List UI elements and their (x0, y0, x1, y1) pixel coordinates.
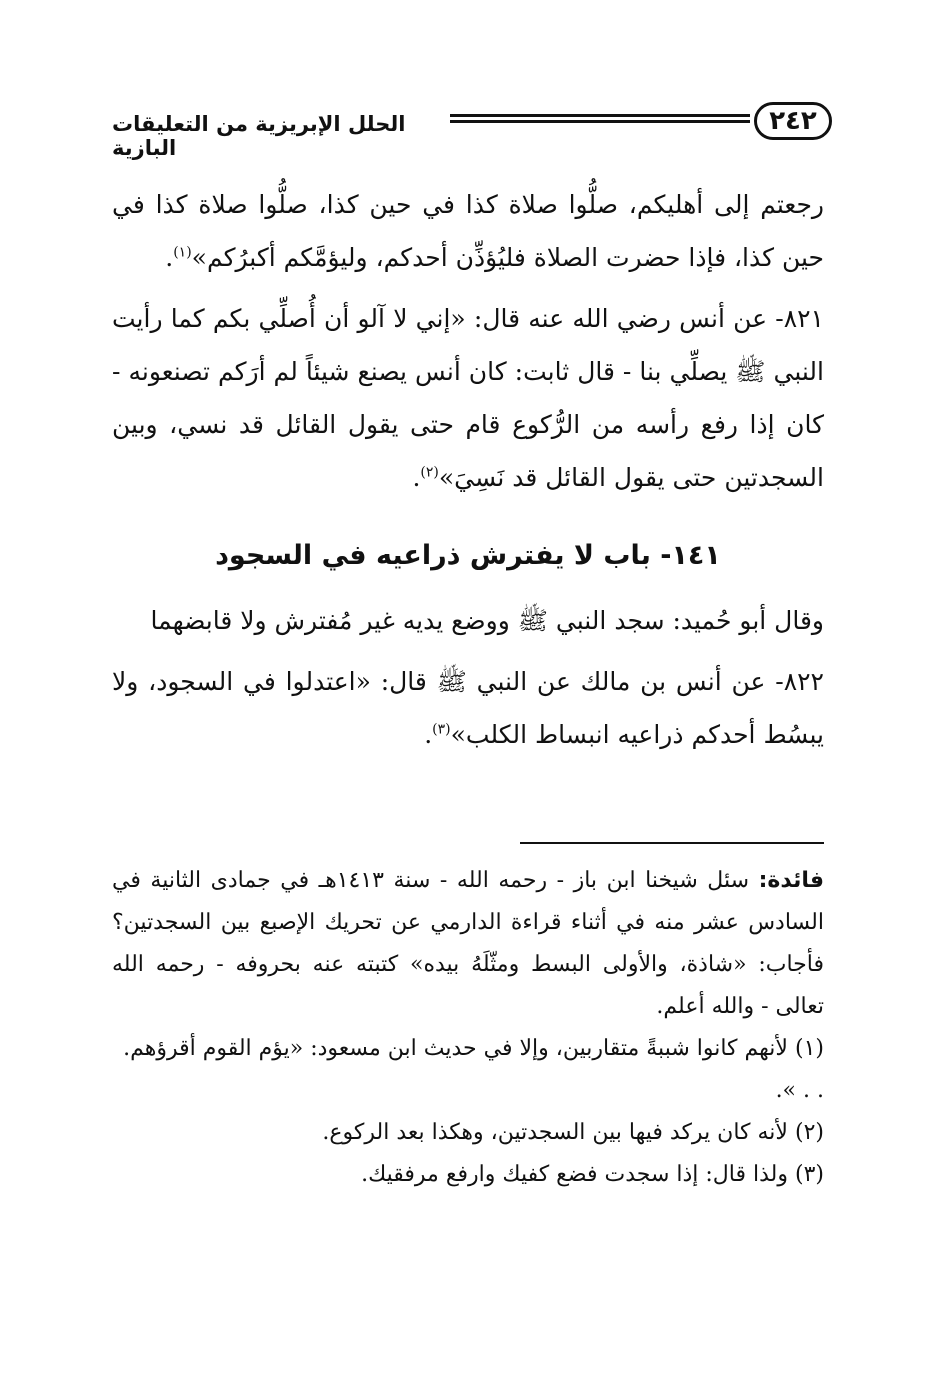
paragraph-end: . (424, 720, 433, 749)
footnote-text: لأنه كان يركد فيها بين السجدتين، وهكذا بعد الركوع. (322, 1120, 788, 1145)
footnote-3 (112, 1154, 824, 1196)
footnote-ref: (٢) (420, 464, 439, 481)
header-rule-line (450, 120, 750, 123)
benefit-text: سئل شيخنا ابن باز - رحمه الله - سنة ١٤١٣هـ في جمادى الثانية في السادس عشر منه في أثناء قراءة الدارمي عن تحريك الإصبع بين السجدتين؟ فأجاب: «شاذة، والأولى البسط ومثّلَهُ بيده» كتبته عنه بحروفه - رحمه الله تعالى - والله أعلم. (112, 868, 824, 1019)
chapter-intro: وقال أبو حُميد: سجد النبي ﷺ ووضع يديه غير مُفترش ولا قابضهما (150, 606, 824, 635)
footnote-ref: (١) (173, 244, 192, 261)
chapter-title: ١٤١- باب لا يفترش ذراعيه في السجود (215, 540, 721, 571)
page-header (112, 100, 832, 160)
hadith-821 (112, 292, 824, 504)
running-title: الحلل الإبريزية من التعليقات البازية (112, 112, 406, 160)
footnote-text: ولذا قال: إذا سجدت فضع كفيك وارفع مرفقيك. (361, 1162, 788, 1187)
footnote-2 (112, 1112, 824, 1154)
header-rule (450, 114, 750, 128)
footnotes-section (112, 860, 824, 1196)
footnote-text: لأنهم كانوا شببةً متقاربين، وإلا في حديث ابن مسعود: «يؤم القوم أقرؤهم. . . ». (123, 1036, 824, 1103)
footnote-ref: (٣) (432, 721, 451, 738)
paragraph-end: . (165, 243, 174, 272)
paragraph-text: رجعتم إلى أهليكم، صلُّوا صلاة كذا في حين كذا، صلُّوا صلاة كذا في حين كذا، فإذا حضرت الصلاة فليُؤذِّن أحدكم، وليؤمَّكم أكبرُكم» (112, 190, 824, 272)
footnote-separator (520, 842, 824, 844)
footnote-label: (٢) (794, 1120, 824, 1145)
main-text (112, 178, 824, 761)
benefit-label: فائدة: (758, 868, 824, 893)
hadith-822 (112, 655, 824, 761)
footnote-label: (٣) (794, 1162, 824, 1187)
paragraph-end: . (412, 463, 421, 492)
benefit-note (112, 860, 824, 1028)
footnote-1 (112, 1028, 824, 1112)
paragraph-text: ٨٢٢- عن أنس بن مالك عن النبي ﷺ قال: «اعتدلوا في السجود، ولا يبسُط أحدكم ذراعيه انبساط الكلب» (112, 667, 824, 749)
page-number: ٢٤٢ (754, 102, 832, 140)
paragraph-text: ٨٢١- عن أنس رضي الله عنه قال: «إني لا آلو أن أُصلِّي بكم كما رأيت النبي ﷺ يصلِّي بنا - قال ثابت: كان أنس يصنع شيئاً لم أرَكم تصنعونه - كان إذا رفع رأسه من الرُّكوع قام حتى يقول القائل قد نسي، وبين السجدتين حتى يقول القائل قد نَسِيَ» (112, 304, 824, 492)
paragraph-continuation (112, 178, 824, 284)
footnote-label: (١) (794, 1036, 824, 1061)
header-rule-line (450, 114, 750, 117)
